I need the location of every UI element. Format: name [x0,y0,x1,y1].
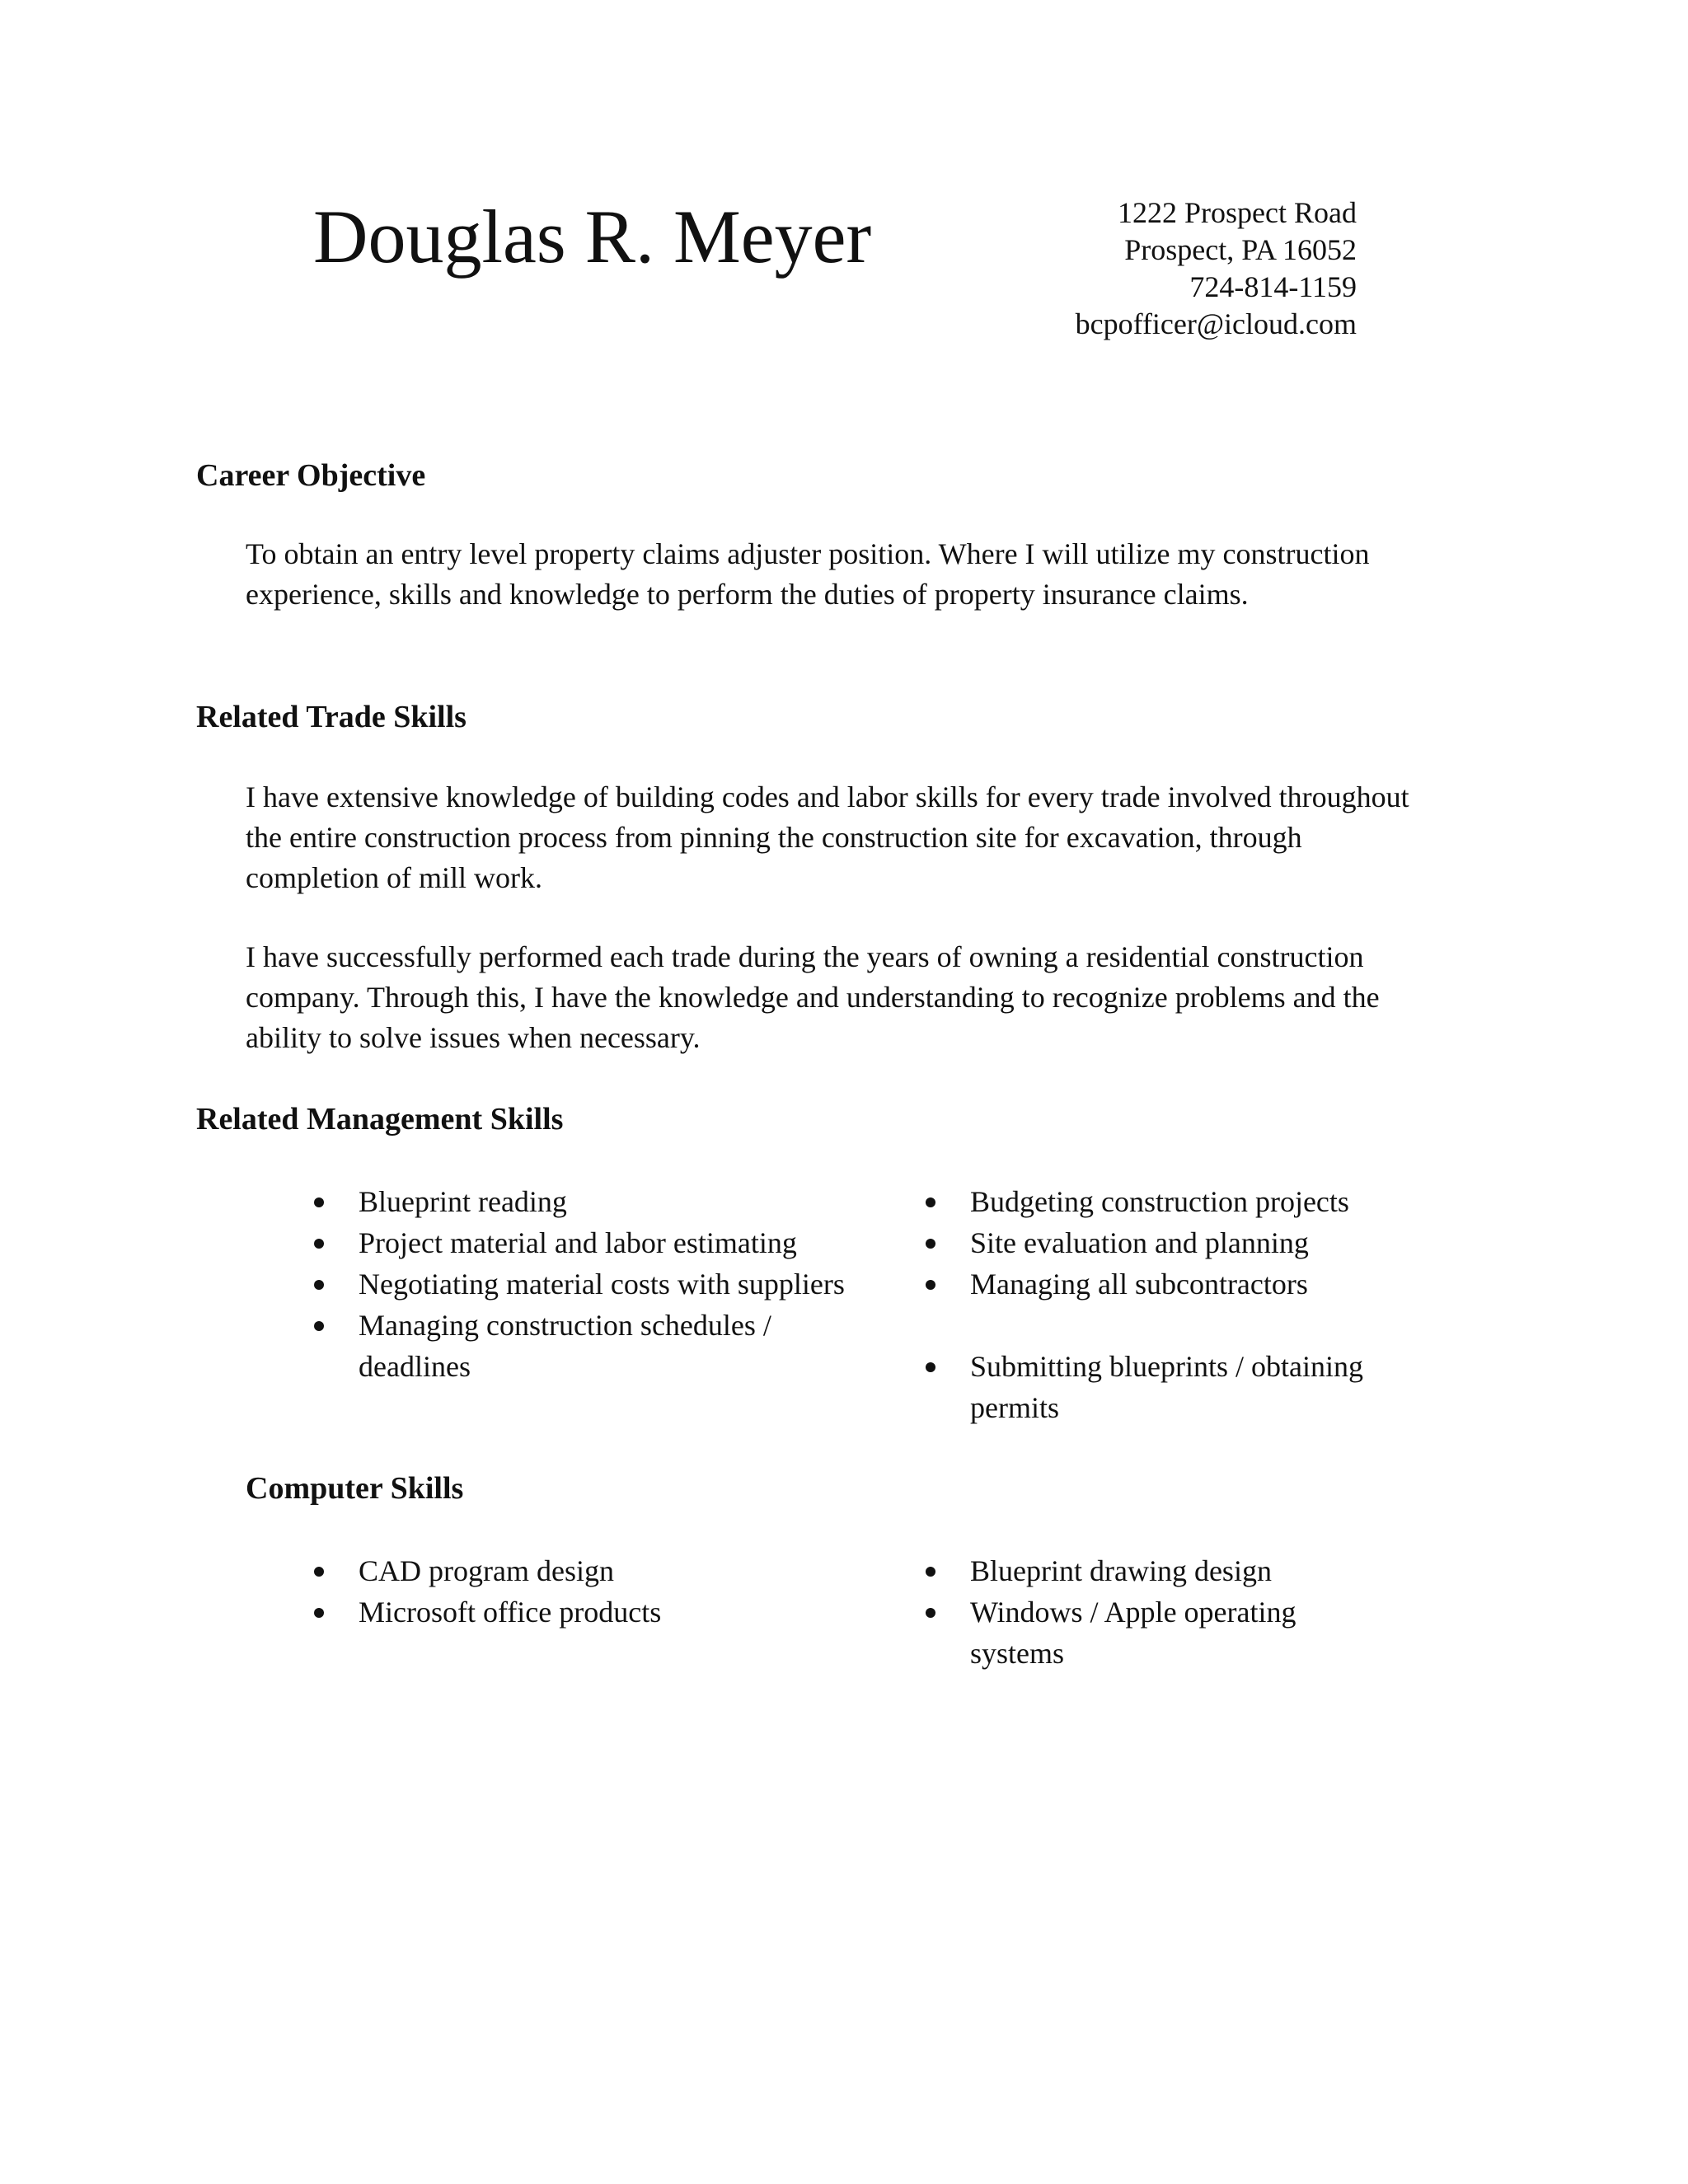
computer-skills-left-list [246,1550,856,1633]
list-item-label: Negotiating material costs with suppliers [359,1268,845,1301]
bullet-icon [314,1321,324,1331]
bullet-icon [926,1239,935,1249]
bullet-icon [926,1608,935,1618]
bullet-icon [926,1197,935,1207]
list-item-label: Blueprint reading [359,1185,567,1218]
applicant-name: Douglas R. Meyer [313,194,872,279]
list-item-label: Blueprint drawing design [970,1554,1272,1587]
address-line1: 1222 Prospect Road [1118,196,1357,229]
bullet-icon [314,1567,324,1577]
list-item [246,1222,856,1263]
trade-skills-heading: Related Trade Skills [196,700,467,734]
list-item [857,1591,1382,1674]
bullet-icon [926,1280,935,1290]
list-item-label: Microsoft office products [359,1596,662,1629]
list-item-label: Budgeting construction projects [970,1185,1349,1218]
list-item [246,1305,845,1387]
list-item [857,1346,1432,1428]
bullet-icon [314,1197,324,1207]
career-objective-text: To obtain an entry level property claims adjuster position. Where I will utilize my construction experience, skills and knowledge to perform the duties of property insurance claims. [246,537,1370,611]
career-objective-heading: Career Objective [196,458,426,493]
management-skills-right-list [857,1181,1467,1428]
list-item-label: Submitting blueprints / obtaining permits [970,1350,1363,1424]
list-item [246,1550,856,1591]
list-item [246,1591,856,1633]
management-skills-left-list [246,1181,856,1387]
trade-skills-paragraph-2: I have successfully performed each trade during the years of owning a residential construction company. Through this, I have the knowledge and understanding to recognize problems and the ability to solve issues when necessary. [246,940,1380,1054]
list-item-label: Windows / Apple operating systems [970,1596,1296,1670]
list-item-label: CAD program design [359,1554,614,1587]
computer-skills-heading: Computer Skills [246,1471,464,1506]
list-item [246,1181,856,1222]
list-item [857,1263,1467,1305]
bullet-icon [926,1567,935,1577]
address-line2: Prospect, PA 16052 [1124,233,1357,266]
email-address: bcpofficer@icloud.com [1075,307,1357,340]
list-item-label: Project material and labor estimating [359,1226,797,1259]
list-item [857,1222,1467,1263]
list-item-label: Site evaluation and planning [970,1226,1309,1259]
list-item [246,1263,853,1305]
bullet-icon [314,1608,324,1618]
list-item-label: Managing construction schedules / deadlines [359,1309,771,1383]
bullet-icon [314,1239,324,1249]
list-item [857,1550,1467,1591]
computer-skills-right-list [857,1550,1467,1674]
bullet-icon [926,1362,935,1372]
bullet-icon [314,1280,324,1290]
contact-block [1076,194,1357,343]
list-item-label: Managing all subcontractors [970,1268,1308,1301]
management-skills-heading: Related Management Skills [196,1102,564,1137]
phone-number: 724-814-1159 [1189,270,1357,303]
list-item [857,1181,1467,1222]
trade-skills-paragraph-1: I have extensive knowledge of building codes and labor skills for every trade involved throughout the entire construction process from pinning the construction site for excavation, through completion of mill work. [246,780,1409,894]
